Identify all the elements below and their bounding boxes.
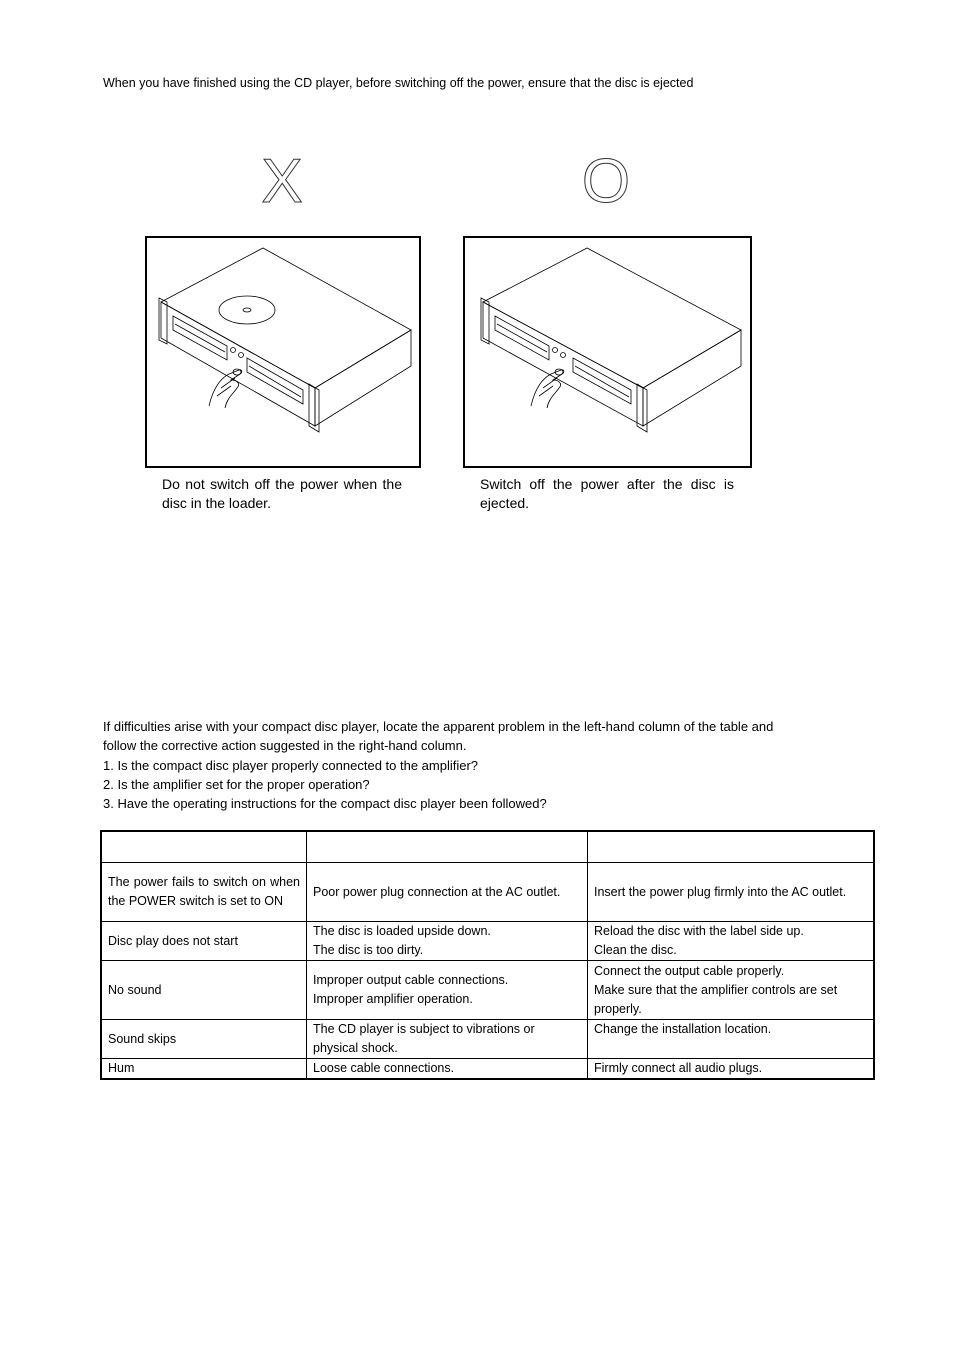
cause-cell (307, 922, 588, 961)
symptom-cell: Disc play does not start (101, 922, 307, 961)
symptom-cell: The power fails to switch on when the POWER switch is set to ON (101, 863, 307, 922)
cause-line: Improper amplifier operation. (313, 992, 473, 1006)
table-row (101, 922, 874, 961)
cd-player-illustration-with-disc (147, 238, 419, 466)
cause-line: Improper output cable connections. (313, 973, 509, 987)
remedy-cell (588, 961, 875, 1020)
cause-line: Loose cable connections. (313, 1061, 455, 1075)
symptom-cell: No sound (101, 961, 307, 1020)
table-row (101, 961, 874, 1020)
remedy-line: Insert the power plug firmly into the AC outlet. (594, 884, 847, 899)
remedy-line: Make sure that the amplifier controls are set properly. (594, 982, 838, 1016)
remedy-cell (588, 1059, 875, 1080)
figure-disc-ejected (463, 236, 752, 468)
cause-line: The CD player is subject to vibrations or physical shock. (313, 1022, 535, 1055)
remedy-line: Firmly connect all audio plugs. (594, 1061, 763, 1075)
cause-line: The disc is too dirty. (313, 943, 424, 957)
cause-cell (307, 863, 588, 922)
header-symptom (101, 831, 307, 863)
right-o-mark (576, 150, 636, 210)
cause-line: The disc is loaded upside down. (313, 924, 491, 938)
remedy-cell (588, 1020, 875, 1059)
table-row (101, 1020, 874, 1059)
right-mark-glyph: O (581, 150, 631, 210)
remedy-line: Clean the disc. (594, 943, 677, 957)
intro-text: When you have finished using the CD player, before switching off the power, ensure that the disc is ejected (103, 76, 694, 90)
symptom-cell: Sound skips (101, 1020, 307, 1059)
wrong-mark-glyph: X (261, 150, 303, 210)
table-row (101, 1059, 874, 1080)
wrong-x-mark (252, 150, 312, 210)
table-header-row (101, 831, 874, 863)
figure-disc-loaded (145, 236, 421, 468)
intro-line: follow the corrective action suggested in the right-hand column. (103, 738, 467, 754)
checklist-item: 2. Is the amplifier set for the proper operation? (103, 776, 370, 792)
troubleshooting-intro (103, 717, 823, 813)
remedy-line: Connect the output cable properly. (594, 963, 785, 978)
cause-line: Poor power plug connection at the AC outlet. (313, 884, 561, 899)
troubleshooting-table (100, 830, 875, 1080)
remedy-cell (588, 863, 875, 922)
cause-cell (307, 961, 588, 1020)
remedy-line: Change the installation location. (594, 1022, 772, 1036)
cause-cell (307, 1020, 588, 1059)
table-row (101, 863, 874, 922)
cause-cell (307, 1059, 588, 1080)
remedy-line: Reload the disc with the label side up. (594, 924, 804, 938)
checklist-item: 3. Have the operating instructions for the compact disc player been followed? (103, 796, 547, 812)
caption-wrong: Do not switch off the power when the disc in the loader. (162, 476, 402, 511)
intro-line: If difficulties arise with your compact disc player, locate the apparent problem in the left-hand column of the table and (103, 719, 774, 734)
caption-right: Switch off the power after the disc is ejected. (480, 476, 734, 511)
checklist-item: 1. Is the compact disc player properly connected to the amplifier? (103, 757, 479, 773)
remedy-cell (588, 922, 875, 961)
header-remedy (588, 831, 875, 863)
symptom-cell: Hum (101, 1059, 307, 1080)
cd-player-illustration-empty (465, 238, 750, 466)
header-cause (307, 831, 588, 863)
